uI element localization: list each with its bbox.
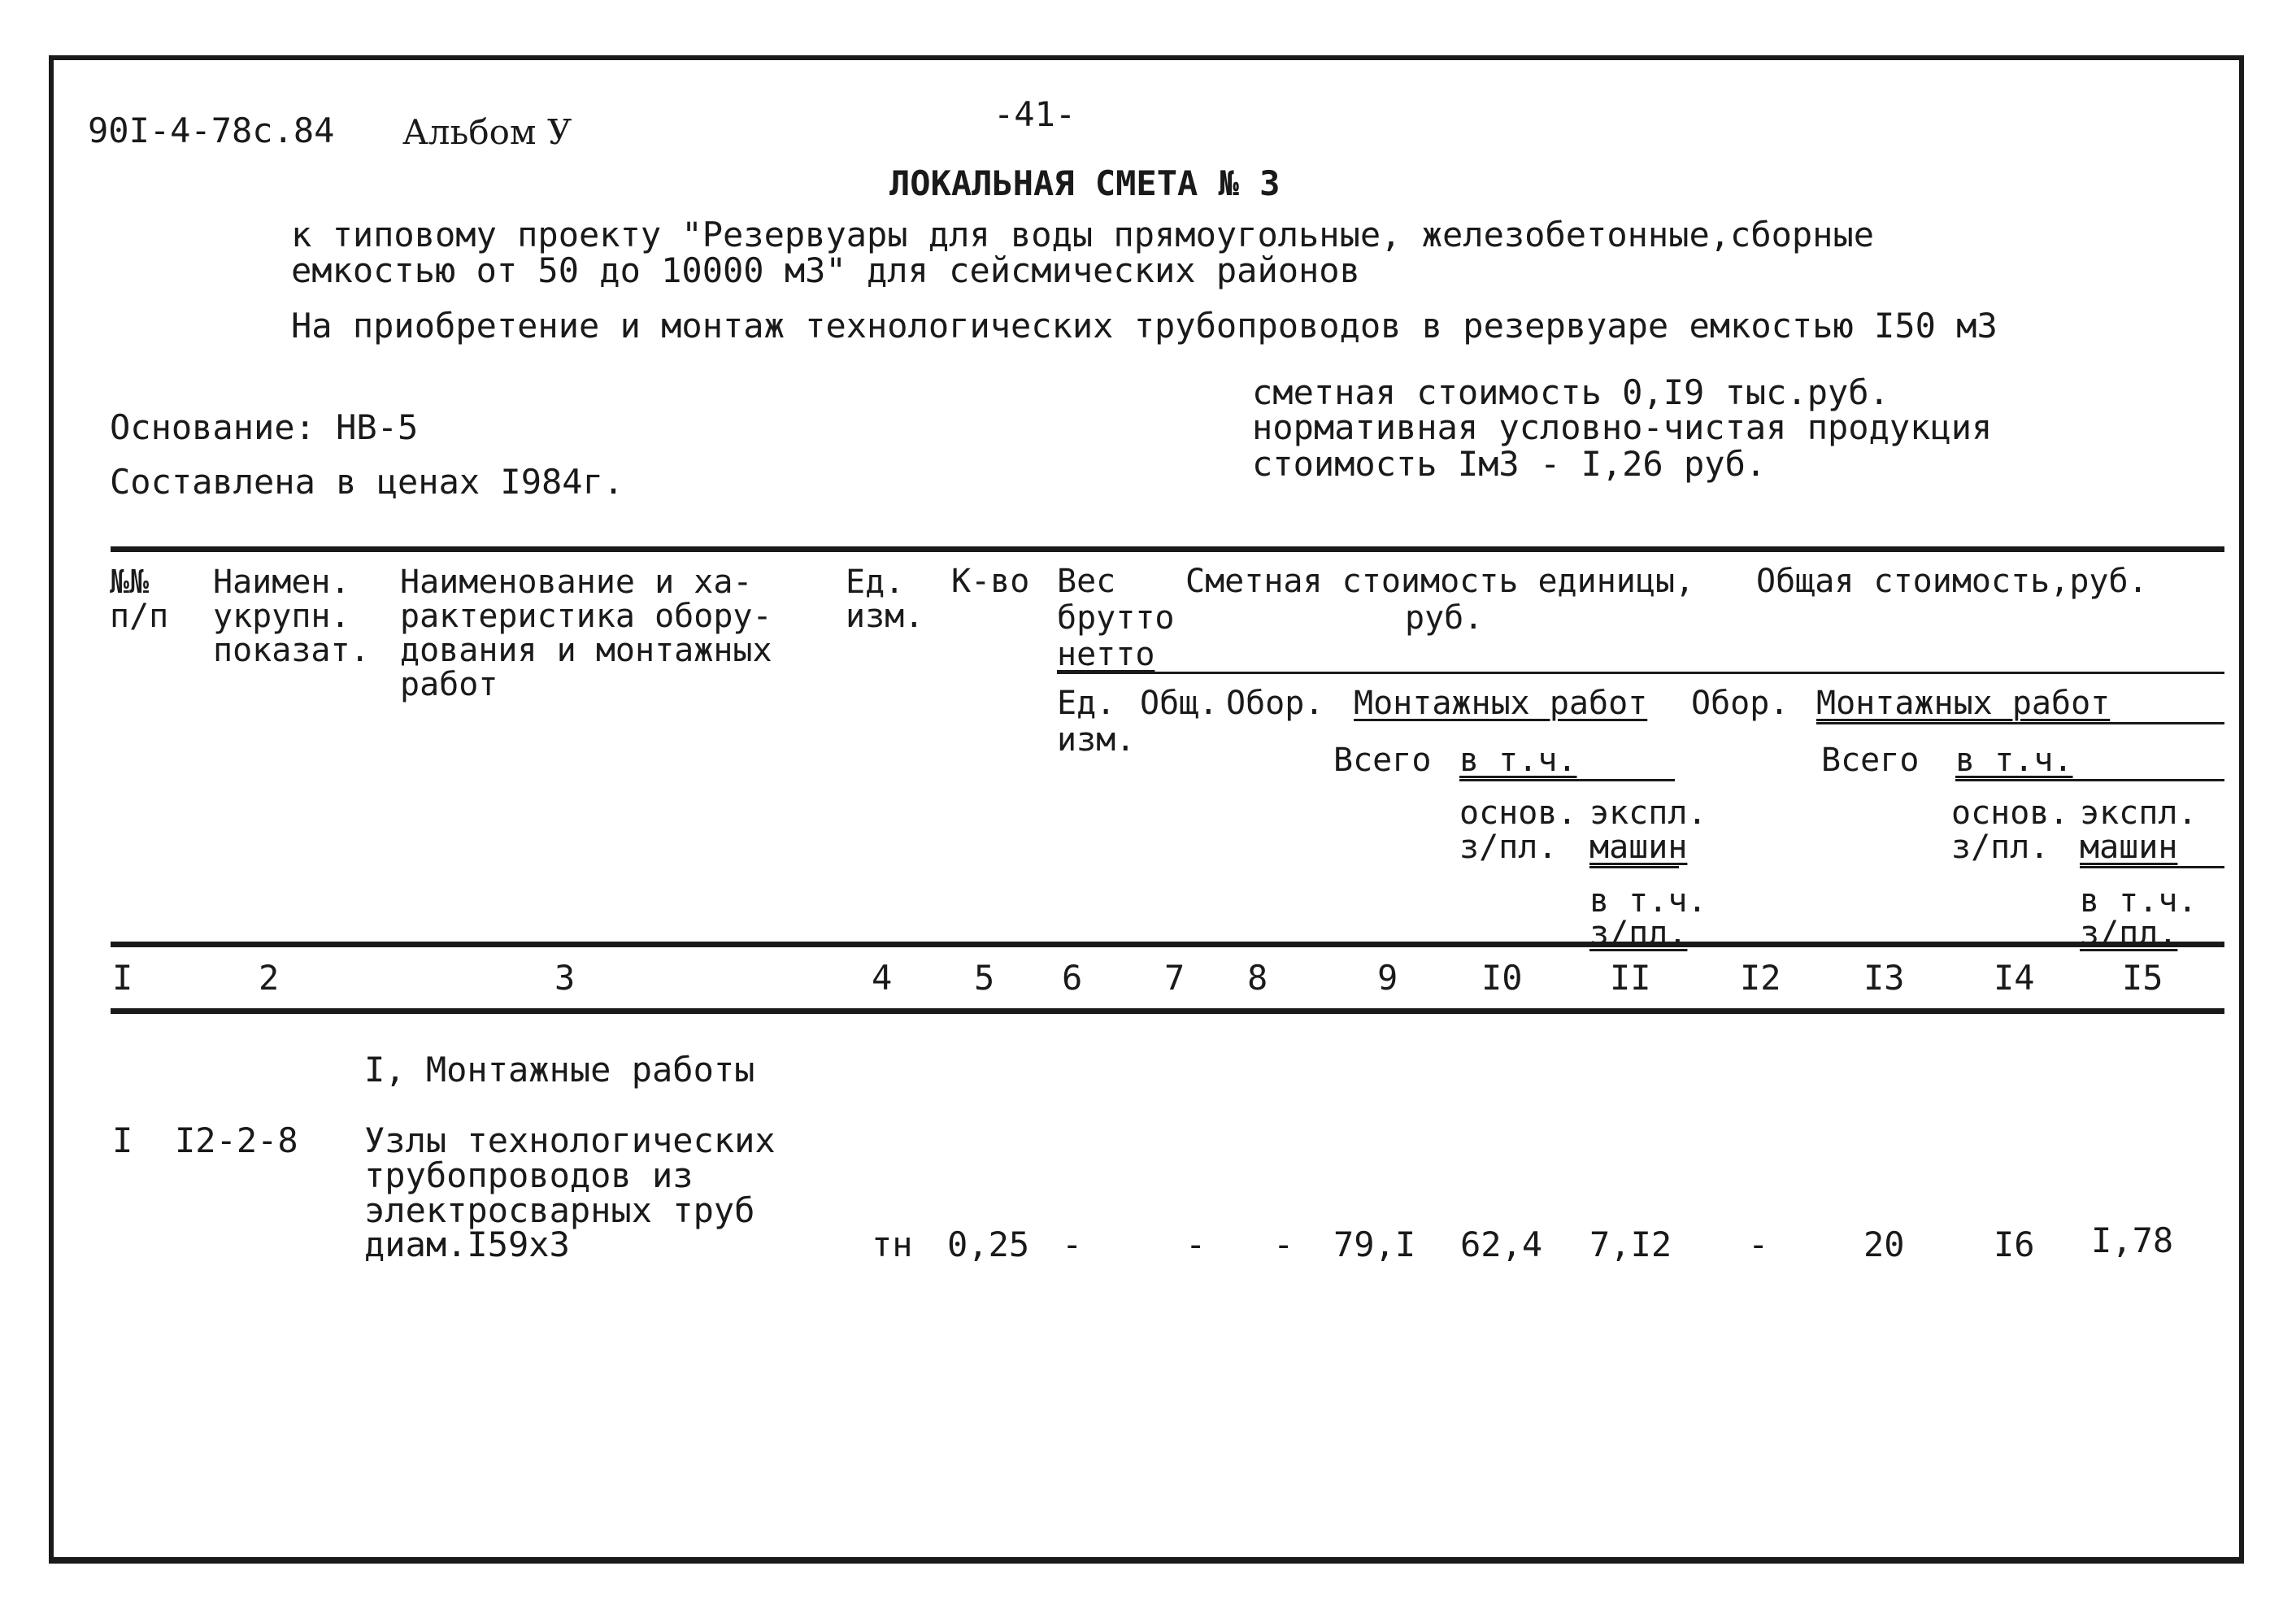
col-header-unit-izm: изм. [1057,721,1136,759]
col-header-weight-gross: брутто [1057,599,1175,637]
installation-total-underline [1816,722,2224,724]
page-number: -41- [994,94,1076,134]
net-product-label: нормативная условно-чистая продукция [1252,407,1993,447]
column-number: I3 [1863,958,1905,998]
column-number: 4 [872,958,893,998]
column-numbers-rule [111,1008,2224,1014]
estimated-cost: сметная стоимость 0,I9 тыс.руб. [1252,372,1889,412]
col-header-general: Общ. [1140,685,1219,722]
col-header-incl-salary: в т.ч. [1589,882,1707,920]
col-header-including: в т.ч. [1459,742,1577,779]
col-header-total-cost: Общая стоимость,руб. [1756,563,2148,600]
row-unit: тн [872,1225,913,1264]
col-header-weight: Вес [1057,563,1116,600]
row-col-12: - [1748,1225,1769,1264]
column-number: 8 [1247,958,1268,998]
column-number: 9 [1377,958,1398,998]
purpose-line: На приобретение и монтаж технологических трубопроводов в резервуаре емкостью I50 м3 [291,306,1998,346]
col-header-installation: Монтажных работ [1354,685,1648,722]
column-number: I5 [2122,958,2163,998]
col-header-name: Наименование и ха- рактеристика обору- дования и монтажных работ [400,563,772,703]
col-header-unit-cost-currency: руб. [1405,599,1484,637]
col-header-machines: экспл. [1589,794,1707,832]
col-header-base-salary-total-b: з/пл. [1951,829,2050,866]
row-col-10: 62,4 [1460,1225,1543,1264]
row-code: I2-2-8 [175,1120,298,1160]
table-top-rule [111,546,2224,552]
machines-total-underline [2080,866,2224,868]
col-header-equipment: Обор. [1226,685,1324,722]
column-number: II [1610,958,1651,998]
album-label: Альбом У [402,112,572,152]
subtitle-line-1: к типовому проекту "Резервуары для воды прямоугольные, железобетонные,сборные [291,215,1875,254]
column-number: I2 [1740,958,1781,998]
col-header-all-total: Всего [1821,742,1920,779]
row-col-6: - [1062,1225,1083,1264]
column-number: 5 [974,958,995,998]
row-col-7: - [1185,1225,1207,1264]
including-total-underline [1955,779,2224,781]
col-header-number: №№ п/п [110,563,169,635]
machines-underline [1589,866,1679,868]
col-header-weight-net: нетто [1057,636,1155,673]
row-qty: 0,25 [947,1225,1030,1264]
col-header-base-salary: основ. [1459,794,1577,832]
row-name: Узлы технологических трубопроводов из электросварных труб диам.I59х3 [364,1120,776,1265]
col-header-qty: К-во [951,563,1030,600]
row-col-14: I6 [1994,1225,2035,1264]
row-col-15: I,78 [2091,1220,2174,1260]
col-header-base-salary-total: основ. [1951,794,2069,832]
col-header-indicator: Наимен. укрупн. показат. [213,563,370,669]
document-code: 90I-4-78с.84 [88,111,335,150]
row-col-13: 20 [1863,1225,1905,1264]
col-header-machines-total: экспл. [2080,794,2198,832]
column-number: I4 [1994,958,2035,998]
col-header-including-total: в т.ч. [1955,742,2073,779]
including-underline [1459,779,1675,781]
col-header-machines-b: машин [1589,829,1688,866]
col-header-base-salary-b: з/пл. [1459,829,1558,866]
col-header-all: Всего [1333,742,1432,779]
row-col-11: 7,I2 [1589,1225,1672,1264]
cost-per-m3: стоимость Iм3 - I,26 руб. [1252,444,1767,484]
col-header-incl-salary-total: в т.ч. [2080,882,2198,920]
col-header-equipment-total: Обор. [1691,685,1789,722]
basis-text: Основание: НВ-5 [110,407,419,447]
col-header-unit-ed: Ед. [1057,685,1116,722]
prices-text: Составлена в ценах I984г. [110,462,624,502]
column-number: I0 [1481,958,1523,998]
col-header-unit-cost: Сметная стоимость единицы, [1185,563,1695,600]
page-title: ЛОКАЛЬНАЯ СМЕТА № 3 [889,163,1281,203]
row-col-8: - [1273,1225,1294,1264]
column-number: 3 [554,958,576,998]
header-bottom-rule [111,942,2224,947]
column-number: 6 [1062,958,1083,998]
row-col-9: 79,I [1333,1225,1416,1264]
column-number: I [112,958,133,998]
column-number: 7 [1164,958,1185,998]
weight-underline [1057,672,2224,674]
col-header-machines-total-b: машин [2080,829,2178,866]
col-header-installation-total: Монтажных работ [1816,685,2111,722]
row-number: I [112,1120,133,1160]
column-number: 2 [259,958,280,998]
col-header-unit: Ед. изм. [846,563,924,635]
col-header-incl-salary-total-b: з/пл. [2080,915,2178,952]
subtitle-line-2: емкостью от 50 до 10000 м3" для сейсмических районов [291,250,1360,290]
section-title: I, Монтажные работы [364,1050,755,1090]
col-header-incl-salary-b: з/пл. [1589,915,1688,952]
